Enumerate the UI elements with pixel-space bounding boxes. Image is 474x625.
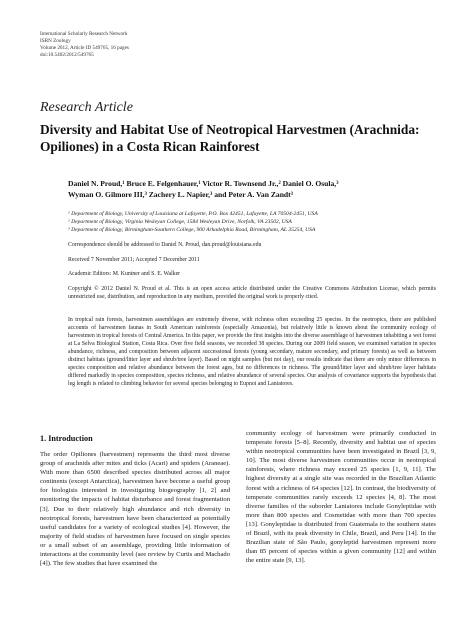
affiliation-3: ³ Department of Biology, Birmingham-Southern College, 900 Arkadelphia Road, Birmingham, AL 35254, USA bbox=[68, 227, 316, 233]
correspondence: Correspondence should be addressed to Daniel N. Proud, dan.proud@louisiana.edu bbox=[68, 242, 262, 248]
abstract: In tropical rain forests, harvestmen assemblages are extremely diverse, with richness often exceeding 25 species. In the neotropics, there are published accounts of harvestmen faunas in South American rainforests (especially Amazonia), but relatively little is known about the community ecology of harvestmen in tropical forests of Central America. In this paper, we provide the first insights into the diverse assemblage of harvestmen inhabiting a wet forest at La Selva Biological Station, Costa Rica. Over five field seasons, we recorded 38 species. During our 2009 field season, we examined variation in species abundance, richness, and composition between adjacent successional forests (young secondary, mature secondary, and primary forests) as well as between distinct habitats (ground/litter layer and shrub/tree layer). Based on night samples (but not day), our results indicate that there are only minor differences in species composition and relative abundance between the forest ages, but no differences in richness. The ground/litter layer and shrub/tree layer habitats differed markedly in species composition, species richness, and relative abundance of several species. Our analysis of covariance supports the hypothesis that leg length is related to climbing behavior for several species belonging to Eupnoi and Laniatores. bbox=[68, 317, 436, 387]
affiliations bbox=[68, 210, 448, 234]
journal-doi: doi:10.5402/2012/549765 bbox=[40, 52, 94, 58]
copyright-notice: Copyright © 2012 Daniel N. Proud et al. This is an open access article distributed under the Creative Commons Attribution License, which permits unrestricted use, distribution, and reproduction in any medium, provided the original work is properly cited. bbox=[68, 286, 436, 300]
academic-editors: Academic Editors: M. Kuntner and S. E. Walker bbox=[68, 271, 181, 277]
body-column-left: The order Opiliones (harvestmen) represents the third most diverse group of arachnids after mites and ticks (Acari) and spiders (Araneae). With more than 6500 described species distributed across all major continents (except Antarctica), harvestmen have become a useful group for biologists interested in investigating biogeography [1, 2] and monitoring the impacts of habitat disturbance and forest fragmentation [3]. Due to their relatively high abundance and rich diversity in neotropical forests, harvestmen have been characterized as potentially useful candidates for a variety of ecological studies [4]. However, the majority of field studies of harvestmen have focused on single species or a small subset of an assemblage, providing little information of interactions at the community level (see review by Curtis and Machado [4]). The few studies that have examined the bbox=[40, 451, 230, 568]
journal-name: International Scholarly Research Network bbox=[40, 31, 128, 37]
body-column-right: community ecology of harvestmen were primarily conducted in temperate forests [5–8]. Recently, diversity and habitat use of species within neotropical communities have been investigated in Brazil [3, 9, 10]. The most diverse harvestmen communities occur in neotropical rainforests, where richness may exceed 25 species [1, 9, 11]. The highest diversity at a single site was recorded in the Brazilian Atlantic forest with a richness of 64 species [12]. In contrast, the biodiversity of temperate communities rarely exceeds 12 species [4, 8]. The most diverse families of the suborder Laniatores include Gonyleptidae with more than 800 species and Cosmetidae with more than 700 species [13]. Gonyleptidae is distributed from Guatemala to the southern states of Brazil, with its peak diversity in Chile, Brazil, and Peru [14]. In the Brazilian state of São Paulo, gonyleptid harvestmen represent more than 85 percent of species within a given community [12] and within the entire state [9, 13]. bbox=[246, 430, 436, 565]
journal-volume: Volume 2012, Article ID 549765, 16 pages bbox=[40, 45, 129, 51]
author-line-2: Wyman O. Gilmore III,³ Zachery L. Napier,³ and Peter A. Van Zandt³ bbox=[68, 190, 293, 199]
journal-header bbox=[40, 31, 129, 59]
journal-issn: ISRN Zoology bbox=[40, 38, 71, 44]
author-list bbox=[68, 178, 448, 200]
article-title: Diversity and Habitat Use of Neotropical Harvestmen (Arachnida: Opiliones) in a Costa Rican Rainforest bbox=[40, 122, 420, 154]
received-date: Received 7 November 2011; Accepted 7 December 2011 bbox=[68, 257, 200, 263]
section-heading-introduction: 1. Introduction bbox=[40, 434, 93, 443]
article-type: Research Article bbox=[40, 100, 133, 115]
affiliation-2: ² Department of Biology, Virginia Wesleyan College, 1584 Wesleyan Drive, Norfolk, VA 23502, USA bbox=[68, 219, 292, 225]
author-line-1: Daniel N. Proud,¹ Bruce E. Felgenhauer,¹ Victor R. Townsend Jr.,² Daniel O. Osula,³ bbox=[68, 179, 339, 188]
affiliation-1: ¹ Department of Biology, University of Louisiana at Lafayette, P.O. Box 42451, Lafayette, LA 70504-2451, USA bbox=[68, 211, 318, 217]
